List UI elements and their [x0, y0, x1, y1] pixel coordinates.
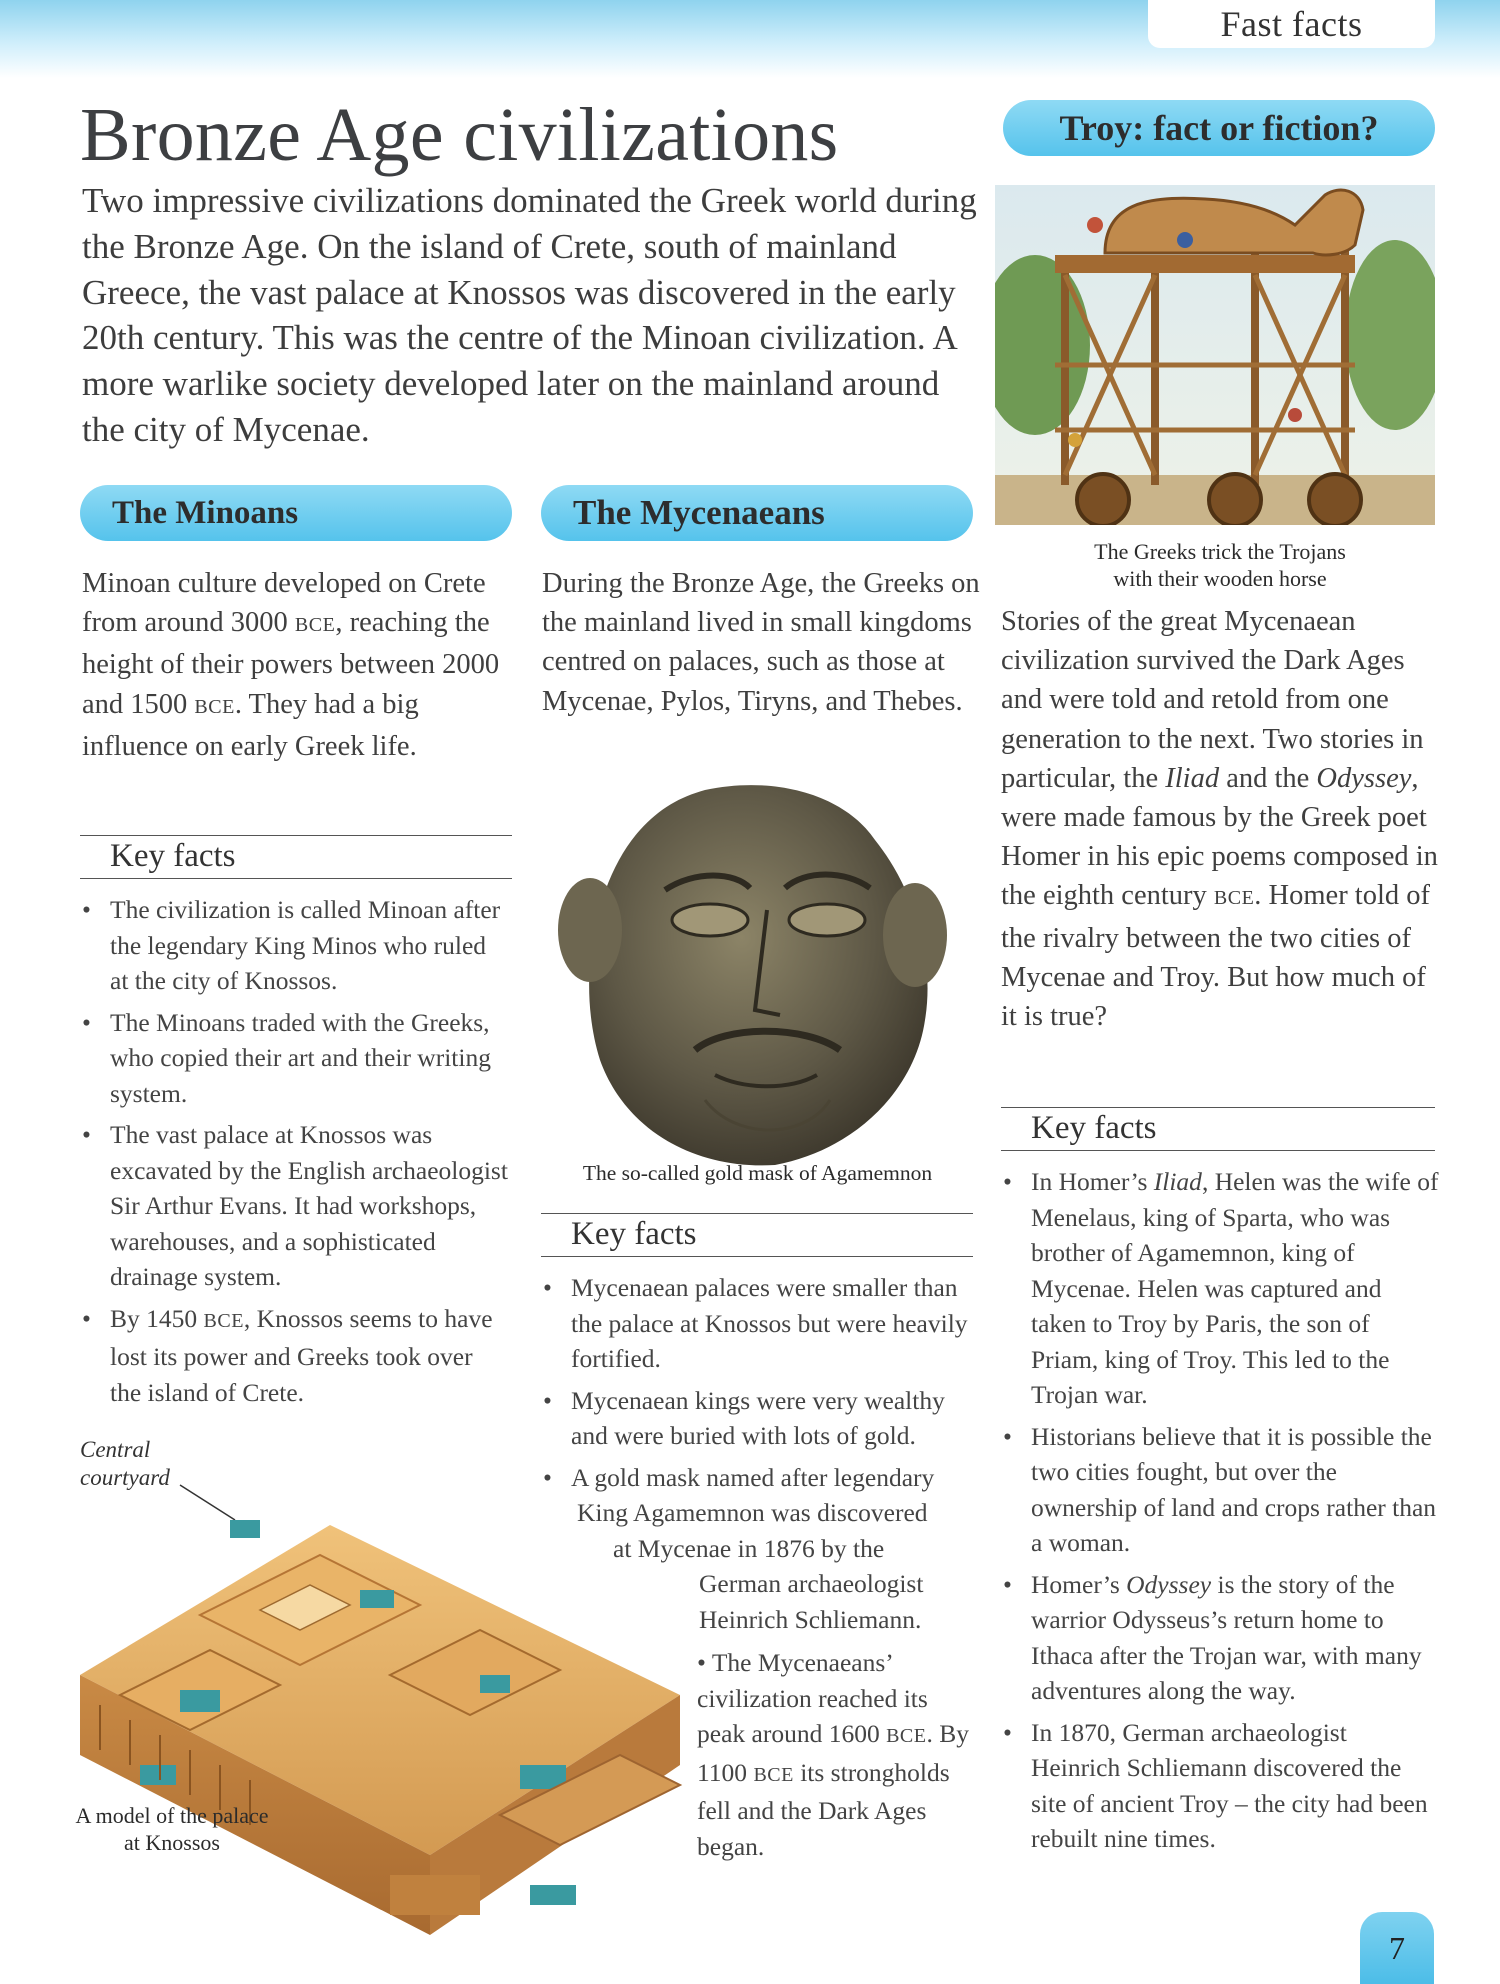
intro-paragraph: Two impressive civilizations dominated the Greek world during the Bronze Age. On the island of Crete, south of mainland Greece, the vast palace at Knossos was discovered in the early 20th century. This was the centre of the Minoan civilization. A more warlike society developed later on the mainland around the city of Mycenae.	[82, 181, 977, 449]
palace-caption: A model of the palace at Knossos	[75, 1803, 269, 1855]
list-item: • The Minoans traded with the Greeks, who copied their art and their writing system.	[80, 1005, 510, 1112]
list-item: • In Homer’s Iliad, Helen was the wife of Menelaus, king of Sparta, who was brother of Agamemnon, king of Mycenae. Helen was captured and taken to Troy by Paris, the son of Priam, king of Troy. This led to the Trojan war.	[1001, 1164, 1441, 1413]
list-item: • Mycenaean palaces were smaller than the palace at Knossos but were heavily fortified.	[541, 1270, 981, 1377]
troy-key-facts-header	[1001, 1107, 1435, 1151]
troy-paragraph: Stories of the great Mycenaean civilization survived the Dark Ages and were told and retold from one generation to the next. Two stories in particular, the Iliad and the Odyssey, were made famous by the Greek poet Homer in his epic poems composed in the eighth century BCE. Homer told of the rivalry between the two cities of Mycenae and Troy. But how much of it is true?	[1001, 606, 1438, 1033]
mask-caption: The so-called gold mask of Agamemnon	[582, 1161, 933, 1185]
horse-caption: The Greeks trick the Trojans with their wooden horse	[1094, 539, 1346, 591]
page-number: 7	[1360, 1912, 1434, 1984]
list-item: • By 1450 BCE, Knossos seems to have lost its power and Greeks took over the island of Crete.	[80, 1301, 510, 1411]
mycenaeans-key-facts-title: Key facts	[571, 1216, 697, 1252]
list-item: • In 1870, German archaeologist Heinrich Schliemann discovered the site of ancient Troy – the city had been rebuilt nine times.	[1001, 1715, 1441, 1857]
section-tab: Fast facts	[1148, 0, 1435, 48]
troy-heading: Troy: fact or fiction?	[1059, 108, 1379, 148]
list-item: • A gold mask named after legendary King Agamemnon was discovered at Mycenae in 1876 by the German archaeologist Heinrich Schliemann.	[541, 1460, 981, 1638]
minoans-heading-pill	[80, 485, 512, 541]
list-item: • The civilization is called Minoan after the legendary King Minos who ruled at the city of Knossos.	[80, 892, 510, 999]
mycenaeans-paragraph: During the Bronze Age, the Greeks on the mainland lived in small kingdoms centred on palaces, such as those at Mycenae, Pylos, Tiryns, and Thebes.	[542, 568, 980, 717]
mycenaeans-key-facts-header	[541, 1213, 973, 1257]
gold-mask-image	[555, 770, 975, 1170]
trojan-horse-image	[995, 185, 1435, 525]
courtyard-label: Central courtyard	[80, 1437, 170, 1490]
list-item: • Historians believe that it is possible the two cities fought, but over the ownership of land and crops rather than a woman.	[1001, 1419, 1441, 1561]
minoans-paragraph: Minoan culture developed on Crete from around 3000 BCE, reaching the height of their powers between 2000 and 1500 BCE. They had a big influence on early Greek life.	[82, 568, 500, 762]
page-title: Bronze Age civilizations	[80, 93, 839, 177]
minoans-heading: The Minoans	[112, 494, 299, 531]
list-item: • The vast palace at Knossos was excavated by the English archaeologist Sir Arthur Evans. It had workshops, warehouses, and a sophisticated drainage system.	[80, 1117, 510, 1295]
list-item: • Mycenaean kings were very wealthy and were buried with lots of gold.	[541, 1383, 981, 1454]
mycenaeans-heading-pill	[541, 485, 973, 541]
minoans-key-facts-list	[80, 892, 510, 1416]
troy-key-facts-title: Key facts	[1031, 1110, 1157, 1146]
mycenaeans-last-bullet: • The Mycenaeans’ civilization reached its peak around 1600 BCE. By 1100 BCE its strongholds fell and the Dark Ages began.	[697, 1648, 969, 1861]
minoans-key-facts-title: Key facts	[110, 838, 236, 874]
list-item: • Homer’s Odyssey is the story of the warrior Odysseus’s return home to Ithaca after the Trojan war, with many adventures along the way.	[1001, 1567, 1441, 1709]
mycenaeans-heading: The Mycenaeans	[573, 493, 825, 532]
mycenaeans-key-facts-list	[541, 1270, 981, 1643]
minoans-key-facts-header	[80, 835, 512, 879]
troy-key-facts-list	[1001, 1164, 1441, 1863]
troy-heading-pill	[1003, 100, 1435, 156]
